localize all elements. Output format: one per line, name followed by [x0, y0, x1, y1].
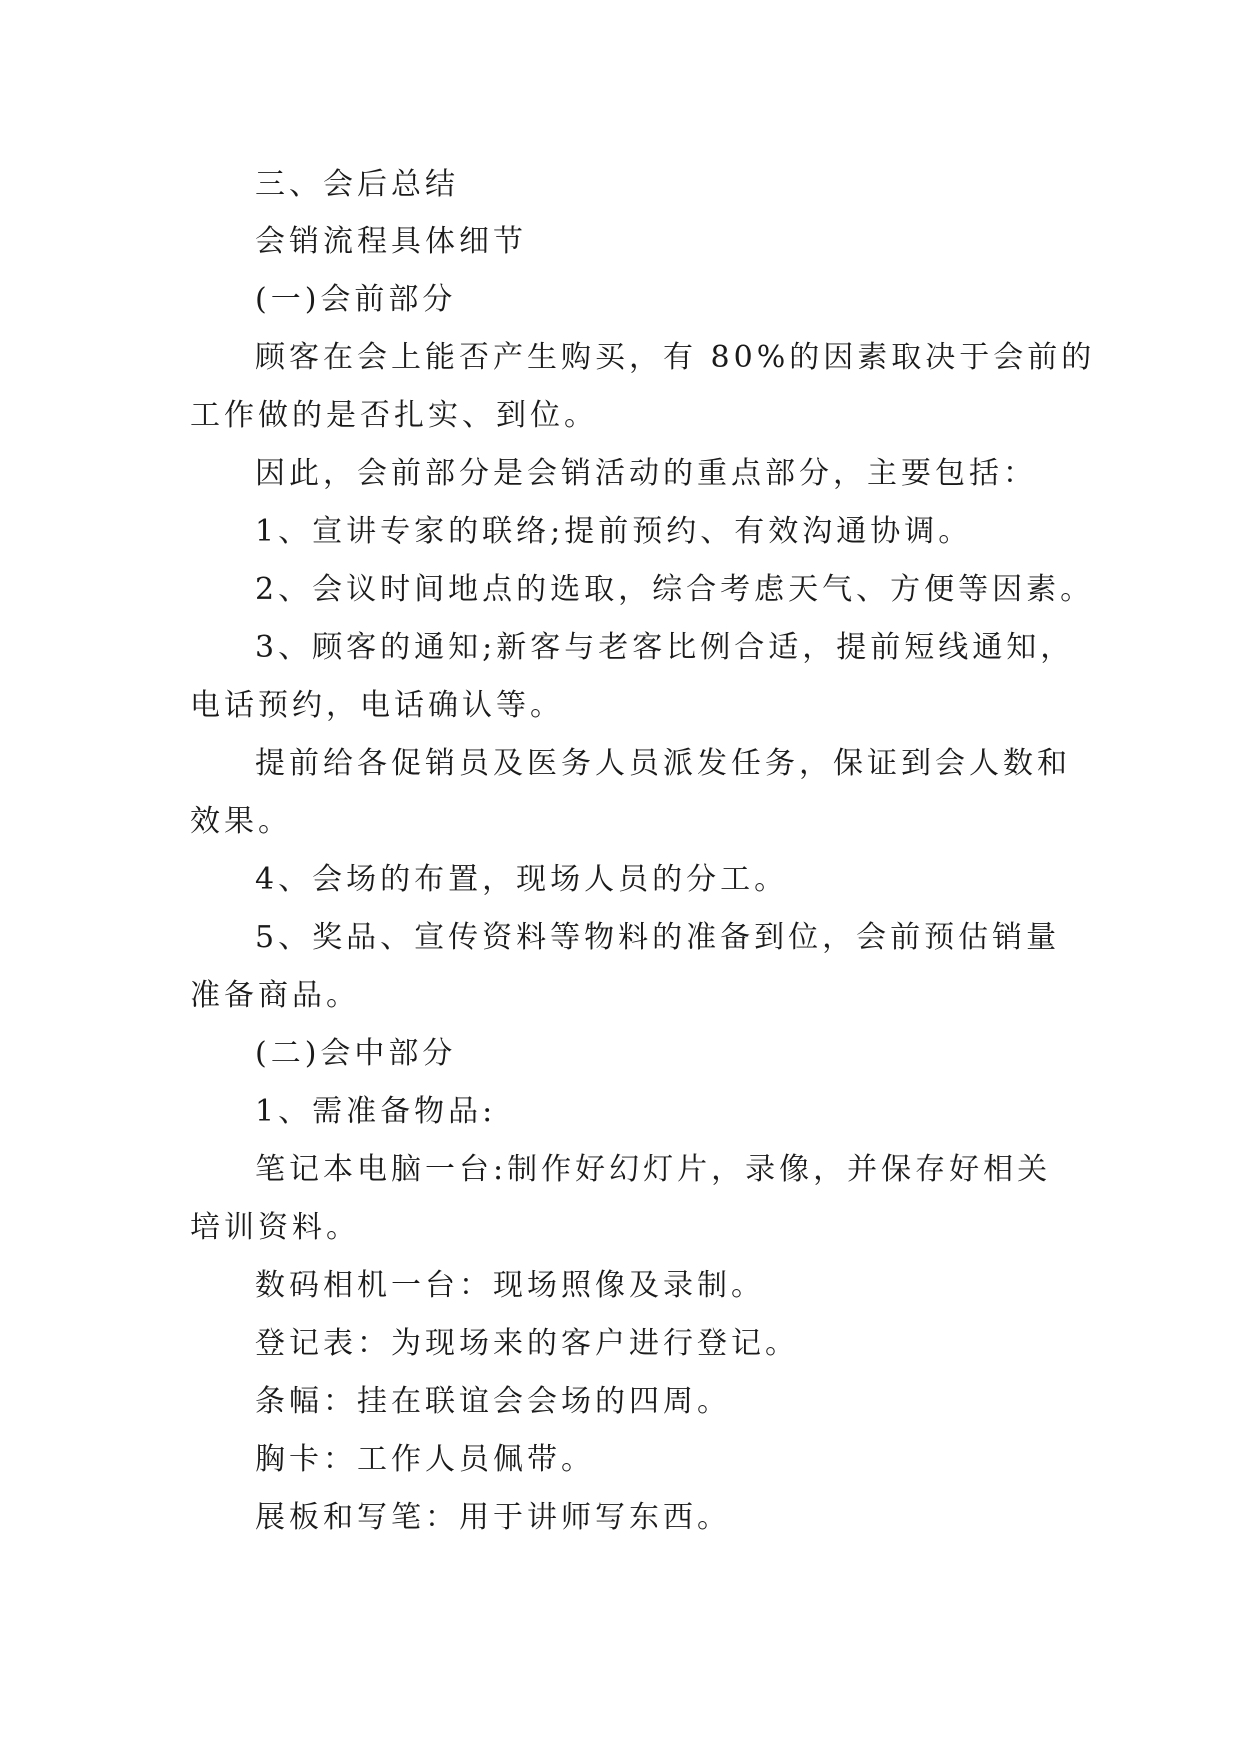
section-heading-post-meeting: 三、会后总结: [255, 167, 459, 202]
list-item: 1、宣讲专家的联络;提前预约、有效沟通协调。: [255, 514, 973, 549]
paragraph-line: 培训资料。: [190, 1210, 360, 1245]
subheading-in-meeting: (二)会中部分: [255, 1036, 457, 1071]
paragraph-line: 电话预约，电话确认等。: [190, 688, 564, 723]
list-item: 1、需准备物品:: [255, 1094, 497, 1129]
paragraph-line: 工作做的是否扎实、到位。: [190, 398, 598, 433]
section-heading-process-details: 会销流程具体细节: [255, 224, 527, 259]
list-item: 4、会场的布置，现场人员的分工。: [255, 862, 789, 897]
paragraph-line: 因此，会前部分是会销活动的重点部分，主要包括：: [255, 456, 1037, 491]
paragraph-line: 数码相机一台：现场照像及录制。: [255, 1268, 765, 1303]
paragraph-line: 准备商品。: [190, 978, 360, 1013]
paragraph-line: 笔记本电脑一台:制作好幻灯片，录像，并保存好相关: [255, 1152, 1052, 1187]
paragraph-line: 提前给各促销员及医务人员派发任务，保证到会人数和: [255, 746, 1071, 781]
list-item: 2、会议时间地点的选取，综合考虑天气、方便等因素。: [255, 572, 1095, 607]
paragraph-line: 条幅：挂在联谊会会场的四周。: [255, 1384, 731, 1419]
list-item: 3、顾客的通知;新客与老客比例合适，提前短线通知，: [255, 630, 1075, 665]
paragraph-line: 展板和写笔：用于讲师写东西。: [255, 1500, 731, 1535]
paragraph-line: 顾客在会上能否产生购买，有 80%的因素取决于会前的: [255, 340, 1096, 375]
paragraph-line: 登记表：为现场来的客户进行登记。: [255, 1326, 799, 1361]
paragraph-line: 效果。: [190, 804, 292, 839]
list-item: 5、奖品、宣传资料等物料的准备到位，会前预估销量: [255, 920, 1061, 955]
subheading-pre-meeting: (一)会前部分: [255, 282, 457, 317]
paragraph-line: 胸卡：工作人员佩带。: [255, 1442, 595, 1477]
